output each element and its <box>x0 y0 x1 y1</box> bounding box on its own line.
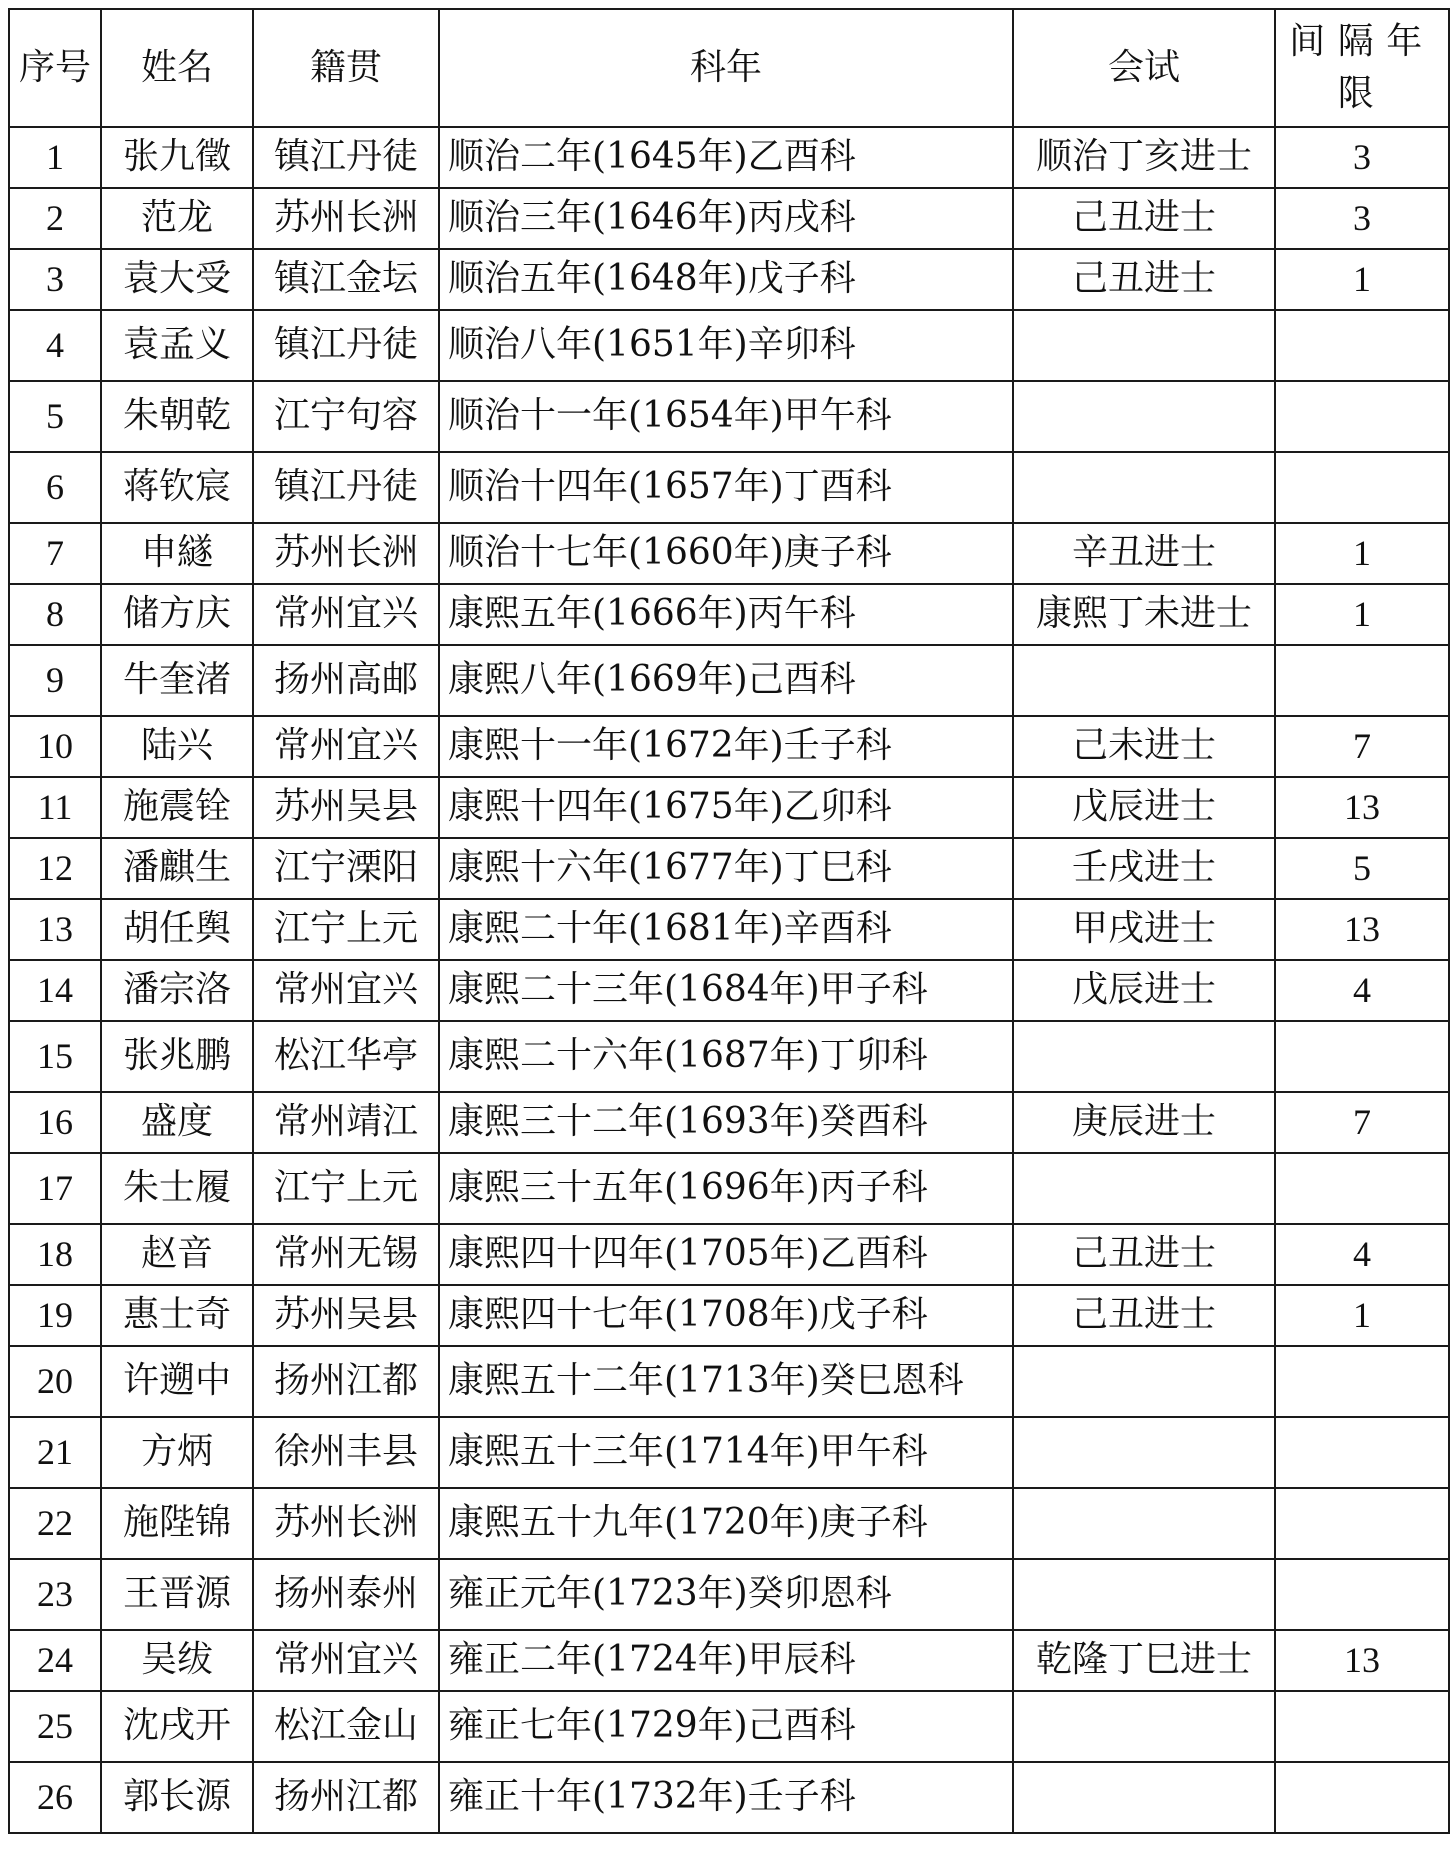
native-place-cell: 苏州长洲 <box>253 188 439 249</box>
interval-years-cell: 1 <box>1275 1285 1449 1346</box>
table-row <box>9 1346 1449 1417</box>
row-number-cell: 23 <box>9 1559 101 1630</box>
exam-year-cell: 顺治八年(1651年)辛卯科 <box>439 310 1013 381</box>
person-name-cell: 盛度 <box>101 1092 253 1153</box>
person-name-cell: 袁大受 <box>101 249 253 310</box>
row-number-cell: 20 <box>9 1346 101 1417</box>
person-name-cell: 张九徵 <box>101 127 253 188</box>
header-interval-years: 间隔年限 <box>1275 9 1449 127</box>
native-place-cell: 常州宜兴 <box>253 960 439 1021</box>
table-row <box>9 1285 1449 1346</box>
interval-years-cell: 13 <box>1275 777 1449 838</box>
native-place-cell: 松江金山 <box>253 1691 439 1762</box>
native-place-cell: 松江华亭 <box>253 1021 439 1092</box>
table-row <box>9 1417 1449 1488</box>
metropolitan-exam-cell: 壬戌进士 <box>1013 838 1275 899</box>
native-place-cell: 江宁上元 <box>253 1153 439 1224</box>
native-place-cell: 江宁溧阳 <box>253 838 439 899</box>
person-name-cell: 方炳 <box>101 1417 253 1488</box>
table-row <box>9 1153 1449 1224</box>
row-number-cell: 22 <box>9 1488 101 1559</box>
native-place-cell: 镇江金坛 <box>253 249 439 310</box>
interval-years-cell <box>1275 645 1449 716</box>
exam-year-cell: 顺治十七年(1660年)庚子科 <box>439 523 1013 584</box>
table-row <box>9 777 1449 838</box>
table-row <box>9 1021 1449 1092</box>
interval-years-cell: 1 <box>1275 249 1449 310</box>
metropolitan-exam-cell <box>1013 381 1275 452</box>
table-row <box>9 838 1449 899</box>
interval-years-cell <box>1275 310 1449 381</box>
interval-years-cell: 5 <box>1275 838 1449 899</box>
native-place-cell: 常州宜兴 <box>253 1630 439 1691</box>
person-name-cell: 赵音 <box>101 1224 253 1285</box>
exam-year-cell: 雍正元年(1723年)癸卯恩科 <box>439 1559 1013 1630</box>
table-row <box>9 310 1449 381</box>
metropolitan-exam-cell <box>1013 1559 1275 1630</box>
exam-year-cell: 康熙二十三年(1684年)甲子科 <box>439 960 1013 1021</box>
person-name-cell: 吴绂 <box>101 1630 253 1691</box>
row-number-cell: 21 <box>9 1417 101 1488</box>
metropolitan-exam-cell: 戊辰进士 <box>1013 777 1275 838</box>
table-row <box>9 584 1449 645</box>
interval-years-cell: 7 <box>1275 716 1449 777</box>
native-place-cell: 扬州高邮 <box>253 645 439 716</box>
header-metropolitan-exam: 会试 <box>1013 9 1275 127</box>
interval-years-cell: 7 <box>1275 1092 1449 1153</box>
row-number-cell: 4 <box>9 310 101 381</box>
interval-years-cell: 3 <box>1275 127 1449 188</box>
interval-years-cell <box>1275 452 1449 523</box>
metropolitan-exam-cell: 己丑进士 <box>1013 1224 1275 1285</box>
person-name-cell: 陆兴 <box>101 716 253 777</box>
person-name-cell: 储方庆 <box>101 584 253 645</box>
roster-body <box>9 127 1449 1833</box>
interval-years-cell <box>1275 1559 1449 1630</box>
metropolitan-exam-cell <box>1013 1021 1275 1092</box>
interval-years-cell <box>1275 1346 1449 1417</box>
table-row <box>9 1224 1449 1285</box>
table-row <box>9 127 1449 188</box>
row-number-cell: 15 <box>9 1021 101 1092</box>
interval-years-cell: 1 <box>1275 584 1449 645</box>
exam-year-cell: 顺治十一年(1654年)甲午科 <box>439 381 1013 452</box>
native-place-cell: 苏州吴县 <box>253 1285 439 1346</box>
metropolitan-exam-cell <box>1013 645 1275 716</box>
native-place-cell: 苏州吴县 <box>253 777 439 838</box>
person-name-cell: 申繸 <box>101 523 253 584</box>
table-row <box>9 1630 1449 1691</box>
metropolitan-exam-cell <box>1013 1488 1275 1559</box>
metropolitan-exam-cell <box>1013 452 1275 523</box>
metropolitan-exam-cell: 乾隆丁巳进士 <box>1013 1630 1275 1691</box>
row-number-cell: 5 <box>9 381 101 452</box>
native-place-cell: 徐州丰县 <box>253 1417 439 1488</box>
header-no: 序号 <box>9 9 101 127</box>
table-row <box>9 523 1449 584</box>
person-name-cell: 蒋钦宸 <box>101 452 253 523</box>
metropolitan-exam-cell <box>1013 1762 1275 1833</box>
table-row <box>9 716 1449 777</box>
exam-year-cell: 康熙五十三年(1714年)甲午科 <box>439 1417 1013 1488</box>
person-name-cell: 施陛锦 <box>101 1488 253 1559</box>
table-row <box>9 1488 1449 1559</box>
row-number-cell: 2 <box>9 188 101 249</box>
metropolitan-exam-cell: 己丑进士 <box>1013 1285 1275 1346</box>
table-row <box>9 645 1449 716</box>
row-number-cell: 6 <box>9 452 101 523</box>
person-name-cell: 许遡中 <box>101 1346 253 1417</box>
row-number-cell: 10 <box>9 716 101 777</box>
row-number-cell: 18 <box>9 1224 101 1285</box>
person-name-cell: 范龙 <box>101 188 253 249</box>
native-place-cell: 常州宜兴 <box>253 584 439 645</box>
table-row <box>9 1092 1449 1153</box>
row-number-cell: 19 <box>9 1285 101 1346</box>
table-row <box>9 452 1449 523</box>
interval-years-cell <box>1275 1021 1449 1092</box>
native-place-cell: 江宁上元 <box>253 899 439 960</box>
row-number-cell: 9 <box>9 645 101 716</box>
row-number-cell: 7 <box>9 523 101 584</box>
exam-year-cell: 康熙十四年(1675年)乙卯科 <box>439 777 1013 838</box>
table-row <box>9 1762 1449 1833</box>
table-row <box>9 960 1449 1021</box>
exam-year-cell: 康熙二十六年(1687年)丁卯科 <box>439 1021 1013 1092</box>
exam-year-cell: 康熙五十九年(1720年)庚子科 <box>439 1488 1013 1559</box>
person-name-cell: 潘宗洛 <box>101 960 253 1021</box>
native-place-cell: 扬州江都 <box>253 1762 439 1833</box>
native-place-cell: 常州宜兴 <box>253 716 439 777</box>
row-number-cell: 16 <box>9 1092 101 1153</box>
person-name-cell: 胡任舆 <box>101 899 253 960</box>
exam-year-cell: 顺治五年(1648年)戊子科 <box>439 249 1013 310</box>
row-number-cell: 3 <box>9 249 101 310</box>
person-name-cell: 王晋源 <box>101 1559 253 1630</box>
person-name-cell: 惠士奇 <box>101 1285 253 1346</box>
row-number-cell: 14 <box>9 960 101 1021</box>
table-row <box>9 188 1449 249</box>
exam-year-cell: 康熙五年(1666年)丙午科 <box>439 584 1013 645</box>
exam-year-cell: 雍正七年(1729年)己酉科 <box>439 1691 1013 1762</box>
exam-year-cell: 雍正十年(1732年)壬子科 <box>439 1762 1013 1833</box>
native-place-cell: 江宁句容 <box>253 381 439 452</box>
native-place-cell: 镇江丹徒 <box>253 127 439 188</box>
native-place-cell: 扬州江都 <box>253 1346 439 1417</box>
table-row <box>9 1691 1449 1762</box>
exam-year-cell: 康熙八年(1669年)己酉科 <box>439 645 1013 716</box>
metropolitan-exam-cell <box>1013 1346 1275 1417</box>
exam-year-cell: 顺治十四年(1657年)丁酉科 <box>439 452 1013 523</box>
native-place-cell: 常州无锡 <box>253 1224 439 1285</box>
metropolitan-exam-cell: 己未进士 <box>1013 716 1275 777</box>
metropolitan-exam-cell: 顺治丁亥进士 <box>1013 127 1275 188</box>
exam-year-cell: 雍正二年(1724年)甲辰科 <box>439 1630 1013 1691</box>
person-name-cell: 潘麒生 <box>101 838 253 899</box>
person-name-cell: 沈戌开 <box>101 1691 253 1762</box>
metropolitan-exam-cell: 甲戌进士 <box>1013 899 1275 960</box>
metropolitan-exam-cell <box>1013 1153 1275 1224</box>
row-number-cell: 25 <box>9 1691 101 1762</box>
row-number-cell: 8 <box>9 584 101 645</box>
table-row <box>9 899 1449 960</box>
interval-years-cell <box>1275 1691 1449 1762</box>
interval-years-cell <box>1275 381 1449 452</box>
exam-year-cell: 康熙十一年(1672年)壬子科 <box>439 716 1013 777</box>
row-number-cell: 24 <box>9 1630 101 1691</box>
metropolitan-exam-cell <box>1013 310 1275 381</box>
exam-year-cell: 康熙三十五年(1696年)丙子科 <box>439 1153 1013 1224</box>
header-native-place: 籍贯 <box>253 9 439 127</box>
interval-years-cell: 13 <box>1275 1630 1449 1691</box>
exam-year-cell: 康熙十六年(1677年)丁巳科 <box>439 838 1013 899</box>
metropolitan-exam-cell <box>1013 1417 1275 1488</box>
native-place-cell: 苏州长洲 <box>253 523 439 584</box>
person-name-cell: 张兆鹏 <box>101 1021 253 1092</box>
person-name-cell: 施震铨 <box>101 777 253 838</box>
person-name-cell: 郭长源 <box>101 1762 253 1833</box>
interval-years-cell <box>1275 1488 1449 1559</box>
metropolitan-exam-cell: 己丑进士 <box>1013 188 1275 249</box>
exam-year-cell: 康熙三十二年(1693年)癸酉科 <box>439 1092 1013 1153</box>
row-number-cell: 26 <box>9 1762 101 1833</box>
native-place-cell: 镇江丹徒 <box>253 452 439 523</box>
metropolitan-exam-cell: 庚辰进士 <box>1013 1092 1275 1153</box>
header-row <box>9 9 1449 127</box>
row-number-cell: 1 <box>9 127 101 188</box>
metropolitan-exam-cell: 己丑进士 <box>1013 249 1275 310</box>
exam-year-cell: 康熙四十七年(1708年)戊子科 <box>439 1285 1013 1346</box>
native-place-cell: 常州靖江 <box>253 1092 439 1153</box>
exam-year-cell: 康熙五十二年(1713年)癸巳恩科 <box>439 1346 1013 1417</box>
interval-years-cell <box>1275 1153 1449 1224</box>
metropolitan-exam-cell: 康熙丁未进士 <box>1013 584 1275 645</box>
exam-year-cell: 顺治三年(1646年)丙戌科 <box>439 188 1013 249</box>
table-row <box>9 249 1449 310</box>
interval-years-cell: 4 <box>1275 1224 1449 1285</box>
person-name-cell: 朱朝乾 <box>101 381 253 452</box>
native-place-cell: 苏州长洲 <box>253 1488 439 1559</box>
interval-years-cell: 1 <box>1275 523 1449 584</box>
row-number-cell: 17 <box>9 1153 101 1224</box>
row-number-cell: 13 <box>9 899 101 960</box>
interval-years-cell <box>1275 1762 1449 1833</box>
metropolitan-exam-cell <box>1013 1691 1275 1762</box>
header-exam-year: 科年 <box>439 9 1013 127</box>
table-row <box>9 1559 1449 1630</box>
table-row <box>9 381 1449 452</box>
juren-roster-table <box>8 8 1450 1834</box>
metropolitan-exam-cell: 辛丑进士 <box>1013 523 1275 584</box>
person-name-cell: 朱士履 <box>101 1153 253 1224</box>
exam-year-cell: 康熙二十年(1681年)辛酉科 <box>439 899 1013 960</box>
interval-years-cell: 4 <box>1275 960 1449 1021</box>
native-place-cell: 扬州泰州 <box>253 1559 439 1630</box>
person-name-cell: 牛奎渚 <box>101 645 253 716</box>
exam-year-cell: 康熙四十四年(1705年)乙酉科 <box>439 1224 1013 1285</box>
metropolitan-exam-cell: 戊辰进士 <box>1013 960 1275 1021</box>
native-place-cell: 镇江丹徒 <box>253 310 439 381</box>
interval-years-cell <box>1275 1417 1449 1488</box>
person-name-cell: 袁孟义 <box>101 310 253 381</box>
interval-years-cell: 13 <box>1275 899 1449 960</box>
row-number-cell: 12 <box>9 838 101 899</box>
row-number-cell: 11 <box>9 777 101 838</box>
exam-year-cell: 顺治二年(1645年)乙酉科 <box>439 127 1013 188</box>
header-name: 姓名 <box>101 9 253 127</box>
interval-years-cell: 3 <box>1275 188 1449 249</box>
